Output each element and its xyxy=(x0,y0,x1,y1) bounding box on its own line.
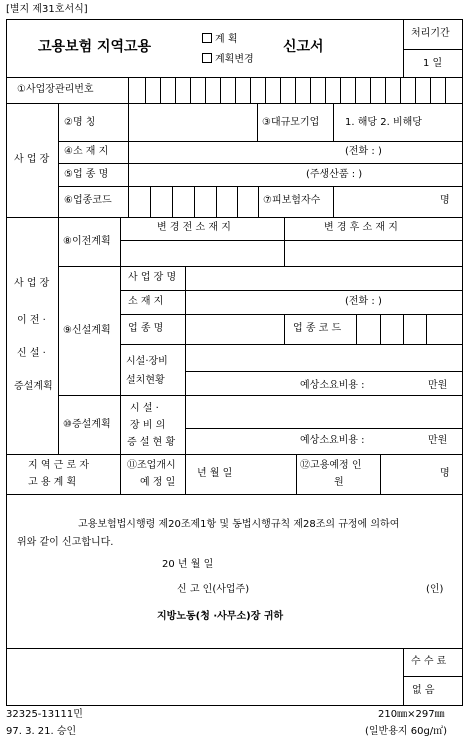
business-number-label: ①사업장관리번호 xyxy=(17,84,94,95)
new-industry-label: 업 종 명 xyxy=(128,323,164,334)
new-code-box-divider xyxy=(380,314,381,344)
declaration-text-2: 위와 같이 신고합니다. xyxy=(17,537,114,548)
form-number-label: [별지 제31호서식] xyxy=(6,4,88,15)
digit-box-divider xyxy=(310,77,311,103)
expansion-cost-label: 예상소요비용 : xyxy=(300,435,365,446)
option-plan-label: 계 획 xyxy=(215,34,238,45)
applicant-label: 신 고 인(사업주) xyxy=(177,584,250,595)
digit-box-divider xyxy=(400,77,401,103)
code-box-divider xyxy=(172,186,173,217)
digit-box-divider xyxy=(430,77,431,103)
new-location-phone[interactable]: (전화 : ) xyxy=(345,296,382,307)
digit-box-divider xyxy=(250,77,251,103)
facility-label-2: 설치현황 xyxy=(126,375,165,386)
after-location-header: 변 경 후 소 재 지 xyxy=(324,222,398,233)
new-cost-unit: 만원 xyxy=(428,380,448,391)
paper-size: 210㎜×297㎜ xyxy=(378,709,445,720)
digit-box-divider xyxy=(175,77,176,103)
digit-box-divider xyxy=(445,77,446,103)
digit-box-divider xyxy=(190,77,191,103)
code-box-divider xyxy=(216,186,217,217)
digit-box-divider xyxy=(295,77,296,103)
start-date-label-1: ⑪조업개시 xyxy=(127,460,176,471)
before-location-header: 변 경 전 소 재 지 xyxy=(157,222,231,233)
digit-box-divider xyxy=(235,77,236,103)
plan-change-checkbox-icon[interactable] xyxy=(202,53,212,63)
new-code-box-divider xyxy=(403,314,404,344)
planned-hires-unit: 명 xyxy=(440,468,450,479)
expansion-cost-unit: 만원 xyxy=(428,435,448,446)
digit-box-divider xyxy=(355,77,356,103)
name-field[interactable] xyxy=(129,104,257,140)
code-box-divider xyxy=(194,186,195,217)
digit-box-divider xyxy=(160,77,161,103)
employment-plan-label-1: 지 역 근 로 자 xyxy=(28,460,90,471)
option-plan-change[interactable] xyxy=(202,53,254,65)
planned-hires-label-1: ⑫고용예정 인 xyxy=(300,460,362,471)
new-plan-label: ⑨신설계획 xyxy=(63,325,111,336)
employment-plan-label-2: 고 용 계 획 xyxy=(28,477,77,488)
expansion-label-2: 장 비 의 xyxy=(130,420,166,431)
digit-box-divider xyxy=(340,77,341,103)
new-cost-label: 예상소요비용 : xyxy=(300,380,365,391)
addressee: 지방노동(청 ·사무소)장 귀하 xyxy=(157,611,284,622)
option-plan[interactable] xyxy=(202,33,238,45)
paper-type: (일반용지 60g/㎡) xyxy=(365,726,448,737)
insured-count-unit: 명 xyxy=(440,195,450,206)
new-location-label: 소 재 지 xyxy=(128,296,164,307)
facility-label-1: 시설·장비 xyxy=(126,356,168,367)
section-relocation-4: 증설계획 xyxy=(14,381,53,392)
declaration-text-1: 고용보험법시행령 제20조제1항 및 동법시행규칙 제28조의 규정에 의하여 xyxy=(78,519,400,530)
option-plan-change-label: 계획변경 xyxy=(215,54,254,65)
declaration-date[interactable]: 20 년 월 일 xyxy=(162,559,214,570)
digit-box-divider xyxy=(205,77,206,103)
plan-checkbox-icon[interactable] xyxy=(202,33,212,43)
processing-period-value: 1 일 xyxy=(423,58,443,69)
section-relocation-1: 사 업 장 xyxy=(14,278,50,289)
large-company-options[interactable]: 1. 해당 2. 비해당 xyxy=(345,117,422,128)
start-date-label-2: 예 정 일 xyxy=(140,477,176,488)
digit-box-divider xyxy=(370,77,371,103)
digit-box-divider xyxy=(220,77,221,103)
section-site-label: 사 업 장 xyxy=(14,154,50,165)
new-code-box-divider xyxy=(426,314,427,344)
large-company-label: ③대규모기업 xyxy=(262,117,320,128)
planned-hires-label-2: 원 xyxy=(334,477,344,488)
digit-box-divider xyxy=(280,77,281,103)
form-title-left: 고용보험 지역고용 xyxy=(38,39,152,55)
industry-code-label: ⑥업종코드 xyxy=(64,195,112,206)
main-product[interactable]: (주생산품 : ) xyxy=(306,169,363,180)
expansion-label-1: 시 설 · xyxy=(130,403,159,414)
form-title-right: 신고서 xyxy=(283,39,324,55)
location-label: ④소 재 지 xyxy=(64,146,109,157)
expansion-plan-label: ⑩증설계획 xyxy=(63,419,111,430)
digit-box-divider xyxy=(385,77,386,103)
industry-name-label: ⑤업 종 명 xyxy=(64,169,109,180)
fee-value: 없 음 xyxy=(412,685,435,696)
section-relocation-3: 신 설 · xyxy=(17,348,46,359)
insured-count-label: ⑦피보험자수 xyxy=(263,195,321,206)
site-name-label: 사 업 장 명 xyxy=(128,272,177,283)
relocation-plan-label: ⑧이전계획 xyxy=(63,236,111,247)
digit-box-divider xyxy=(325,77,326,103)
expansion-label-3: 증 설 현 황 xyxy=(127,437,176,448)
processing-period-label: 처리기간 xyxy=(411,28,450,39)
new-industry-code-label: 업 종 코 드 xyxy=(293,323,342,334)
digit-box-divider xyxy=(145,77,146,103)
approval-date: 97. 3. 21. 승인 xyxy=(6,726,77,737)
code-box-divider xyxy=(237,186,238,217)
name-label: ②명 칭 xyxy=(64,117,96,128)
location-phone[interactable]: (전화 : ) xyxy=(345,146,382,157)
digit-box-divider xyxy=(265,77,266,103)
code-box-divider xyxy=(150,186,151,217)
section-relocation-2: 이 전 · xyxy=(17,315,46,326)
applicant-seal: (인) xyxy=(426,584,444,595)
fee-label: 수 수 료 xyxy=(411,656,447,667)
digit-box-divider xyxy=(415,77,416,103)
form-code: 32325-13111민 xyxy=(6,709,83,720)
start-date-field[interactable]: 년 월 일 xyxy=(197,468,233,479)
